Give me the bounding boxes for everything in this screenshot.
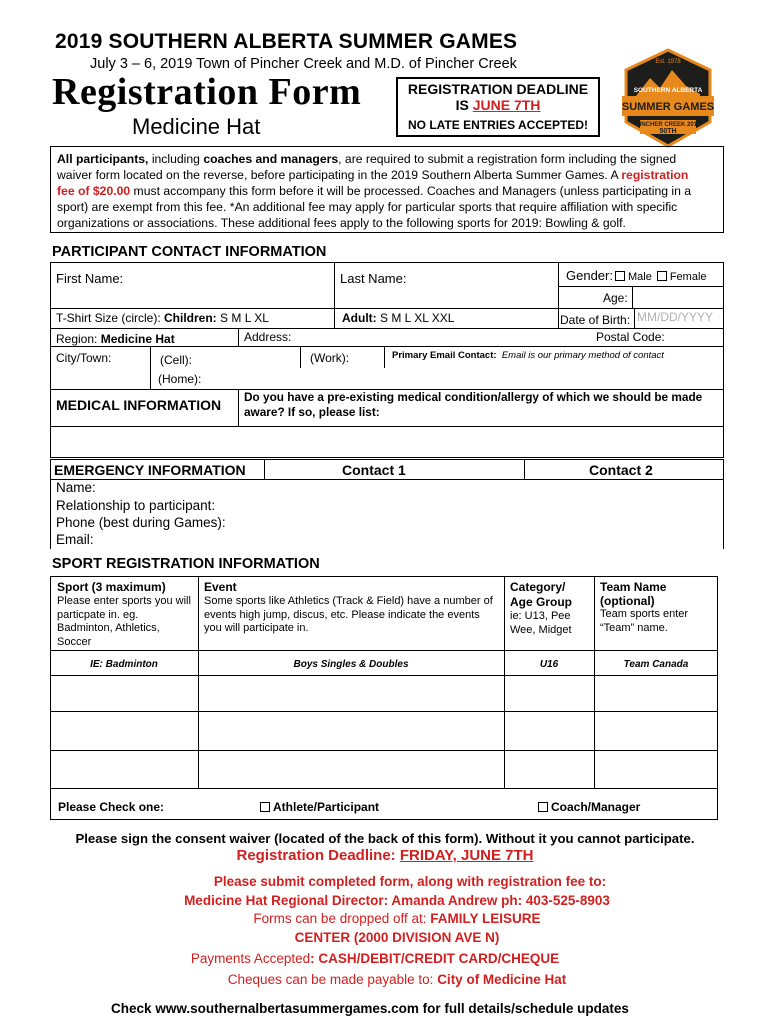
children-sizes[interactable]: S M L XL [216, 311, 269, 325]
logo-line3: PINCHER CREEK 2019 [635, 122, 701, 128]
male-label: Male [627, 271, 652, 283]
dropoff-line [0, 911, 770, 926]
intro-text: must accompany this form before it will be processed. Coaches and Managers (unless participating in a [130, 184, 692, 198]
payments-line [0, 951, 750, 966]
intro-all-participants: All participants, [57, 152, 149, 166]
cheques-label: Cheques can be made payable to: [227, 972, 438, 987]
athlete-checkbox[interactable] [260, 802, 270, 812]
emergency-field-phone: Phone (best during Games): [56, 515, 226, 530]
example-team: Team Canada [623, 659, 689, 670]
medical-question: Do you have a pre-existing medical condition/allergy of which we should be made aware? If so, please list: [244, 390, 703, 419]
tshirt-row [56, 311, 269, 325]
logo-badge-icon [618, 48, 718, 148]
intro-box [50, 146, 724, 233]
sport-col3-desc: ie: U13, Pee Wee, Midget [510, 610, 572, 636]
sport-entry-row-3[interactable] [51, 751, 717, 787]
logo-line2: SUMMER GAMES [621, 101, 715, 113]
sport-col4-desc: Team sports enter “Team” name. [600, 608, 689, 634]
payments-value: : CASH/DEBIT/CREDIT CARD/CHEQUE [310, 951, 560, 966]
medical-title: MEDICAL INFORMATION [56, 397, 222, 413]
male-checkbox[interactable] [615, 271, 625, 281]
sport-col4-head: Team Name (optional) [600, 580, 667, 608]
event-dates: July 3 – 6, 2019 Town of Pincher Creek and M.D. of Pincher Creek [90, 56, 517, 72]
emergency-field-name: Name: [56, 480, 96, 495]
footer-deadline-value: FRIDAY, JUNE 7TH [399, 847, 534, 864]
example-event: Boys Singles & Doubles [293, 659, 409, 670]
gender-label: Gender: [566, 268, 613, 283]
dropoff-label: Forms can be dropped off at: [253, 911, 431, 926]
home-label: (Home): [158, 372, 202, 386]
no-late-entries: NO LATE ENTRIES ACCEPTED! [407, 118, 588, 132]
female-label: Female [669, 271, 707, 283]
emergency-field-relationship: Relationship to participant: [56, 498, 216, 513]
emergency-field-email: Email: [56, 532, 94, 547]
coach-label: Coach/Manager [551, 800, 641, 814]
region-field [56, 332, 175, 346]
sport-col1-head: Sport (3 maximum) [57, 580, 166, 594]
intro-fee-red: registration [621, 168, 689, 182]
games-logo [618, 48, 718, 148]
first-name-label: First Name: [56, 271, 124, 286]
tshirt-label: T-Shirt Size (circle): [56, 311, 165, 325]
cell-label: (Cell): [160, 353, 192, 367]
deadline-line1: REGISTRATION DEADLINE [407, 81, 589, 97]
cheques-value: City of Medicine Hat [437, 972, 567, 987]
contact-section-title: PARTICIPANT CONTACT INFORMATION [52, 244, 327, 260]
intro-line5: organizations or associations. These additional fees apply to the following sports for 2019: Bowling & golf. [57, 216, 626, 230]
city-label: City/Town: [56, 351, 112, 365]
check-one-label: Please Check one: [58, 800, 165, 814]
region-label: Region: [56, 332, 101, 346]
medical-input[interactable] [51, 427, 723, 457]
intro-line3 [57, 183, 717, 199]
adult-label: Adult: [342, 311, 377, 325]
intro-text: waiver form located on the reverse, before participating in the 2019 Southern Alberta Summer Games. A [57, 168, 622, 182]
emergency-contact2: Contact 2 [589, 462, 653, 478]
director-value: : Amanda Andrew ph: 403-525-8903 [383, 893, 610, 908]
payments-label: Payments Accepted [190, 951, 311, 966]
sport-entry-row-2[interactable] [51, 712, 717, 749]
female-checkbox[interactable] [657, 271, 667, 281]
example-category: U16 [539, 659, 559, 670]
dropoff-value2: CENTER (2000 DIVISION AVE N) [294, 930, 500, 945]
form-title: Registration Form [52, 71, 362, 113]
intro-line1 [57, 151, 717, 167]
coach-checkbox[interactable] [538, 802, 548, 812]
work-label: (Work): [310, 351, 350, 365]
deadline-date: JUNE 7TH [472, 97, 541, 113]
email-label: Primary Email Contact: [392, 350, 497, 361]
intro-line4: sport) are exempt from this fee. *An additional fee may apply for particular sports that require affiliation with specific [57, 200, 678, 214]
sport-entry-row-1[interactable] [51, 676, 717, 710]
sport-col2-desc: Some sports like Athletics (Track & Field) have a number of events high jump, discus, etc. Please indicate the events you will participate in. [204, 595, 493, 634]
emergency-title: EMERGENCY INFORMATION [54, 462, 246, 478]
athlete-label: Athlete/Participant [273, 800, 380, 814]
dob-field [560, 313, 630, 327]
logo-line4: 50TH [659, 128, 677, 135]
dropoff-value1: FAMILY LEISURE [430, 911, 541, 926]
dob-placeholder: MM/DD/YYYY [637, 310, 714, 324]
postal-code-label: Postal Code: [596, 330, 665, 344]
intro-text: including [148, 152, 204, 166]
athlete-option[interactable] [258, 800, 379, 814]
deadline-line2 [398, 97, 598, 113]
sport-col1-desc: Please enter sports you will particpate in. eg. Badminton, Athletics, Soccer [57, 595, 191, 648]
intro-line2 [57, 167, 717, 183]
emergency-contact1: Contact 1 [342, 462, 406, 478]
coach-option[interactable] [536, 800, 640, 814]
cheques-line [0, 972, 770, 987]
submit-instructions: Please submit completed form, along with registration fee to: [213, 874, 607, 889]
logo-est: Est. 1978 [655, 59, 681, 65]
region-subtitle: Medicine Hat [132, 114, 261, 139]
age-label: Age: [603, 291, 628, 305]
deadline-box [396, 77, 600, 137]
intro-coaches: coaches and managers [203, 152, 339, 166]
footer-deadline-label: Registration Deadline: [236, 847, 400, 864]
children-label: Children: [164, 311, 217, 325]
email-row [392, 350, 664, 361]
dob-label: Date of Birth: [560, 313, 631, 327]
website-line: Check www.southernalbertasummergames.com for full details/schedule updates [111, 1001, 629, 1016]
logo-line1: SOUTHERN ALBERTA [633, 87, 703, 94]
email-note: Email is our primary method of contact [501, 350, 664, 361]
footer-deadline [0, 847, 770, 864]
gender-field [566, 268, 707, 283]
adult-sizes[interactable]: S M L XL XXL [376, 311, 455, 325]
event-title: 2019 SOUTHERN ALBERTA SUMMER GAMES [55, 30, 518, 53]
intro-text: , are required to submit a registration form including the signed [338, 152, 677, 166]
example-sport: IE: Badminton [90, 659, 158, 670]
dob-input[interactable] [634, 308, 724, 328]
director-line [0, 893, 770, 908]
sport-section-title: SPORT REGISTRATION INFORMATION [52, 556, 320, 572]
director-label: Medicine Hat Regional Director [184, 893, 384, 908]
sport-col3-head: Category/ Age Group [510, 580, 572, 609]
last-name-label: Last Name: [340, 271, 407, 286]
intro-fee-amount: fee of $20.00 [57, 184, 131, 198]
region-value: Medicine Hat [100, 332, 175, 346]
consent-note: Please sign the consent waiver (located of the back of this form). Without it you cannot participate. [75, 831, 695, 846]
deadline-is: IS [455, 97, 473, 113]
address-label: Address: [244, 330, 292, 344]
adult-row [342, 311, 454, 325]
sport-col2-head: Event [204, 580, 237, 594]
